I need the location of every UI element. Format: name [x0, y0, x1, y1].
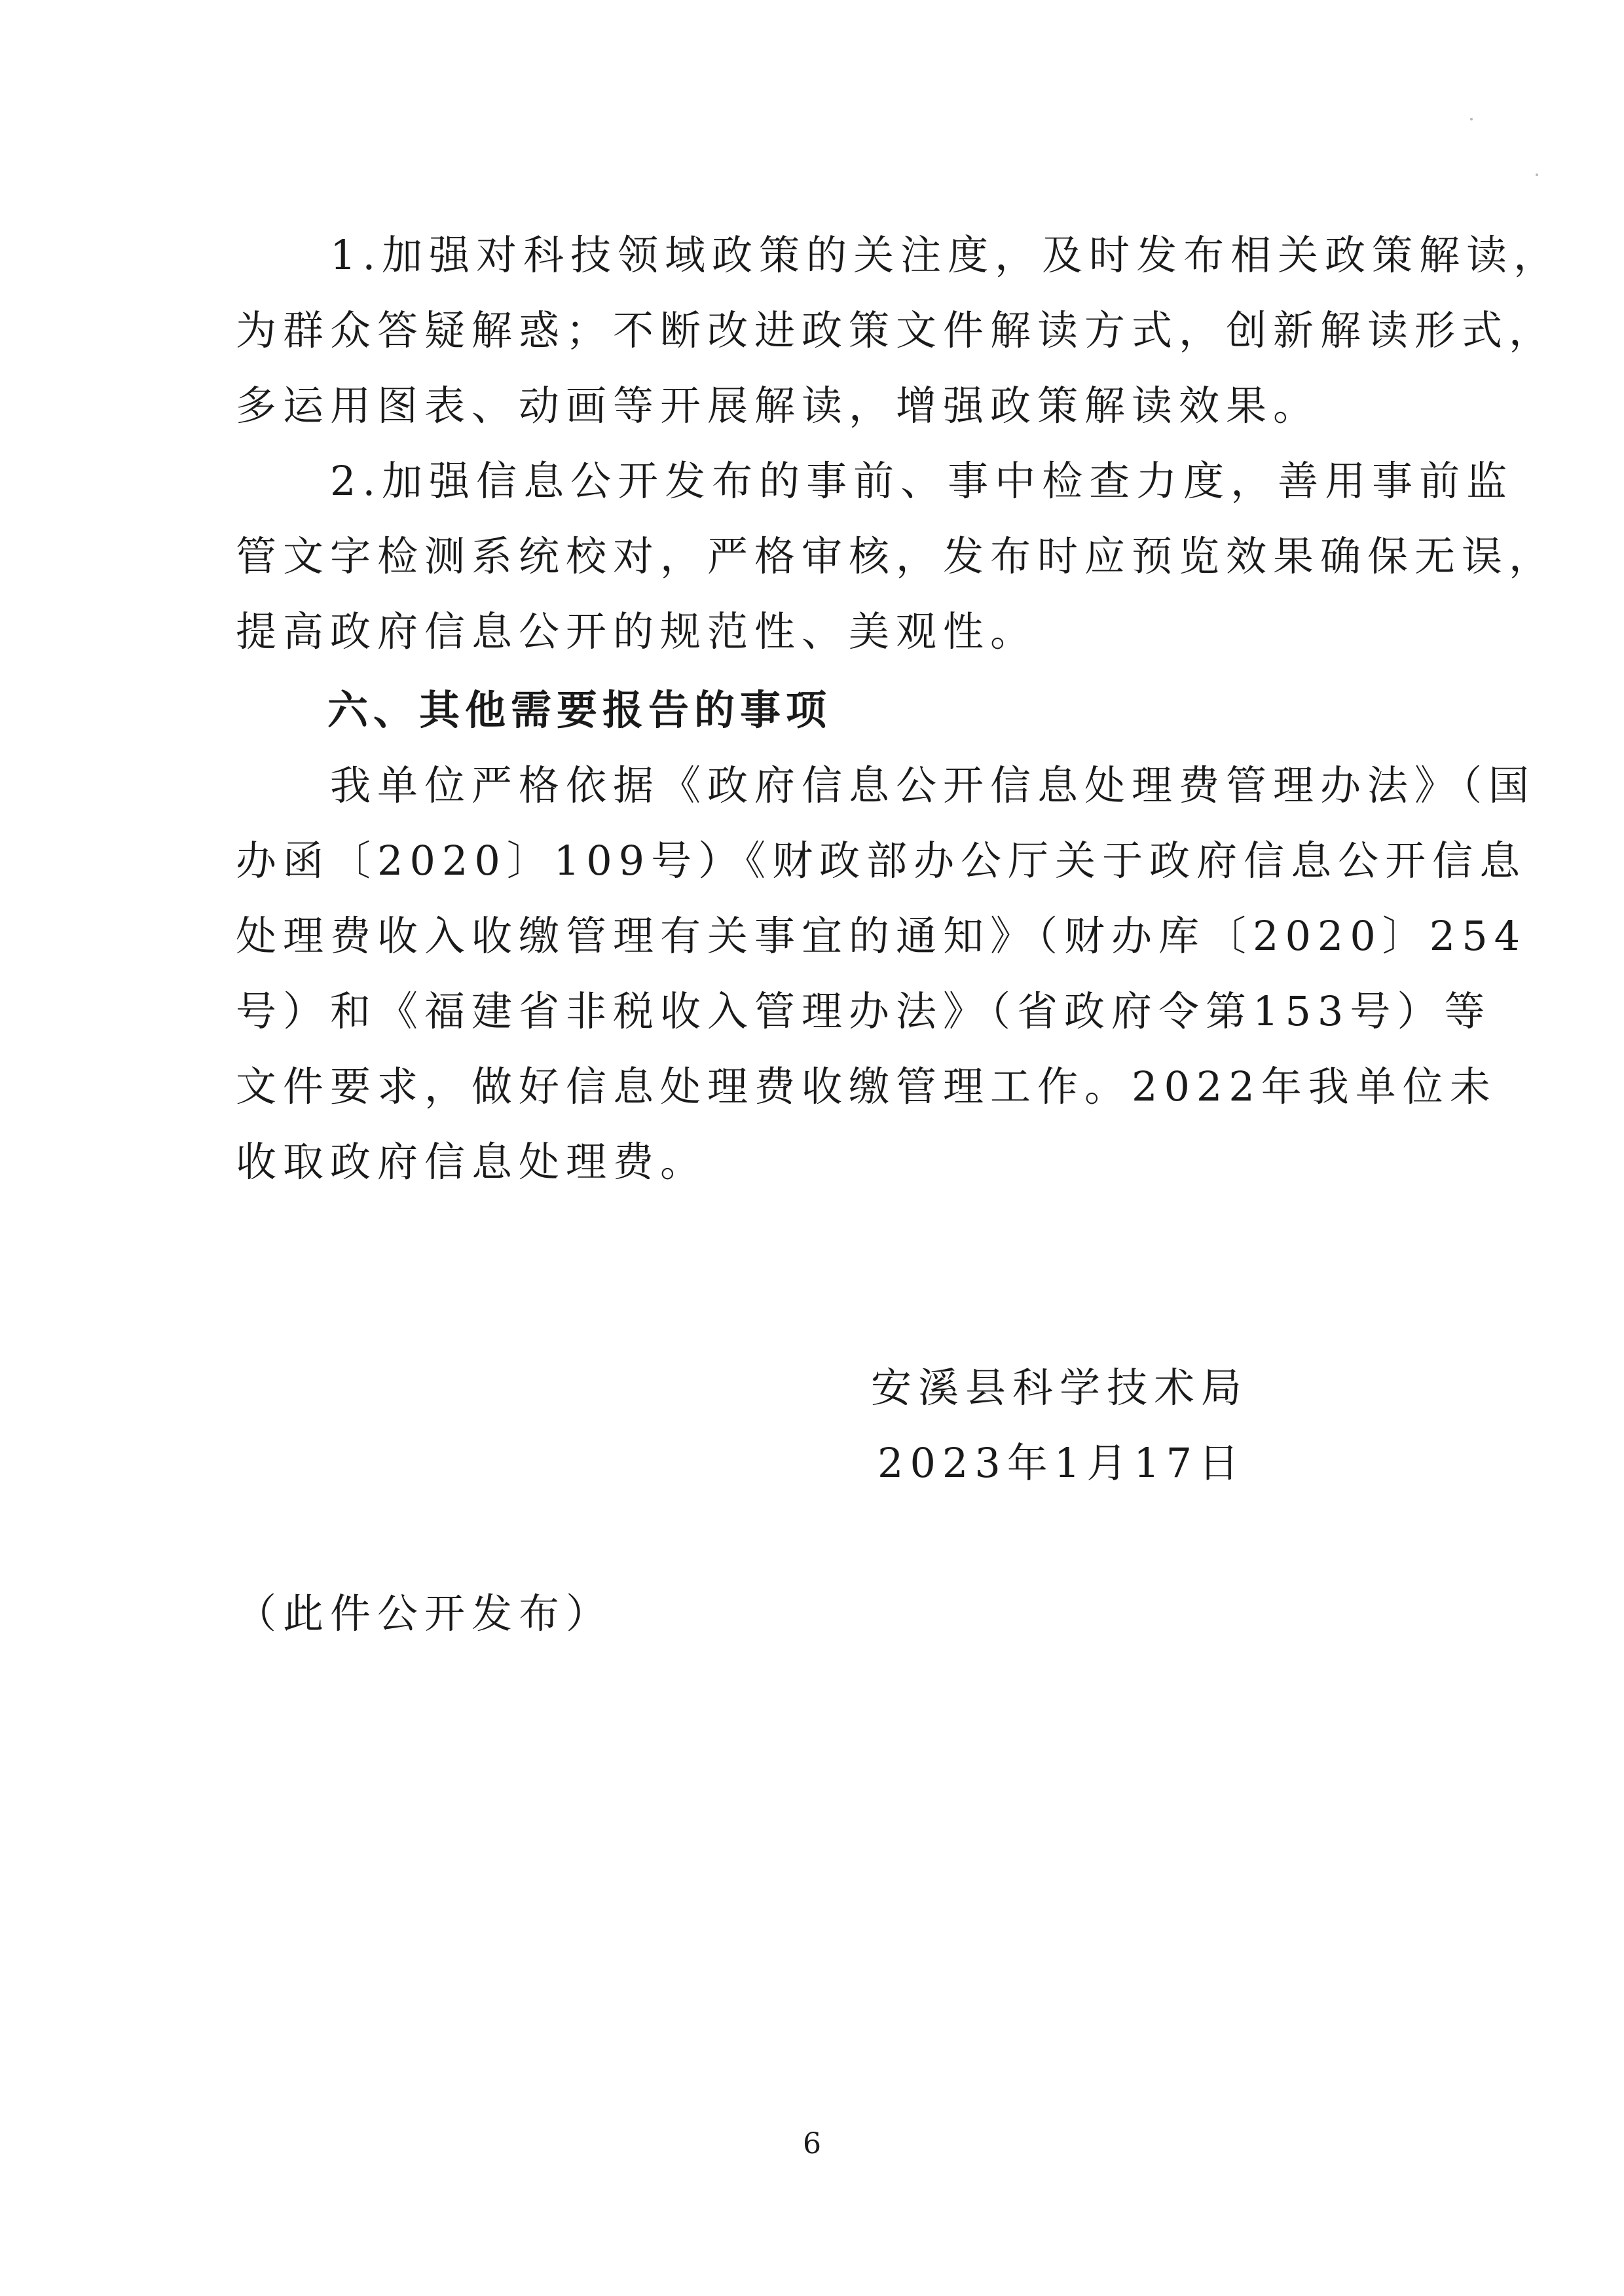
item2-line-3: 提高政府信息公开的规范性、美观性。 [236, 608, 1038, 655]
scan-speck [1470, 118, 1473, 120]
item2-line-2: 管文字检测系统校对，严格审核，发布时应预览效果确保无误， [236, 532, 1557, 580]
scan-speck [1536, 173, 1538, 176]
signature-organization: 安溪县科学技术局 [871, 1364, 1249, 1412]
section6-heading: 六、其他需要报告的事项 [236, 686, 832, 734]
item2-line-1: 2.加强信息公开发布的事前、事中检查力度，善用事前监 [236, 457, 1514, 505]
publication-note: （此件公开发布） [236, 1590, 614, 1637]
section6-line-3: 处理费收入收缴管理有关事宜的通知》（财办库〔2020〕254 [236, 912, 1527, 960]
item1-line-2: 为群众答疑解惑；不断改进政策文件解读方式，创新解读形式， [236, 306, 1557, 354]
item1-line-1: 1.加强对科技领域政策的关注度，及时发布相关政策解读， [236, 231, 1561, 279]
page-number: 6 [803, 2127, 821, 2160]
section6-line-1: 我单位严格依据《政府信息公开信息处理费管理办法》（国 [236, 761, 1536, 809]
section6-line-4: 号）和《福建省非税收入管理办法》（省政府令第153号）等 [236, 987, 1492, 1035]
item1-line-3: 多运用图表、动画等开展解读，增强政策解读效果。 [236, 382, 1321, 429]
section6-line-2: 办函〔2020〕109号）《财政部办公厅关于政府信息公开信息 [236, 837, 1527, 884]
signature-date: 2023年1月17日 [877, 1439, 1246, 1487]
section6-line-5: 文件要求，做好信息处理费收缴管理工作。2022年我单位未 [236, 1063, 1497, 1110]
section6-line-6: 收取政府信息处理费。 [236, 1138, 708, 1186]
